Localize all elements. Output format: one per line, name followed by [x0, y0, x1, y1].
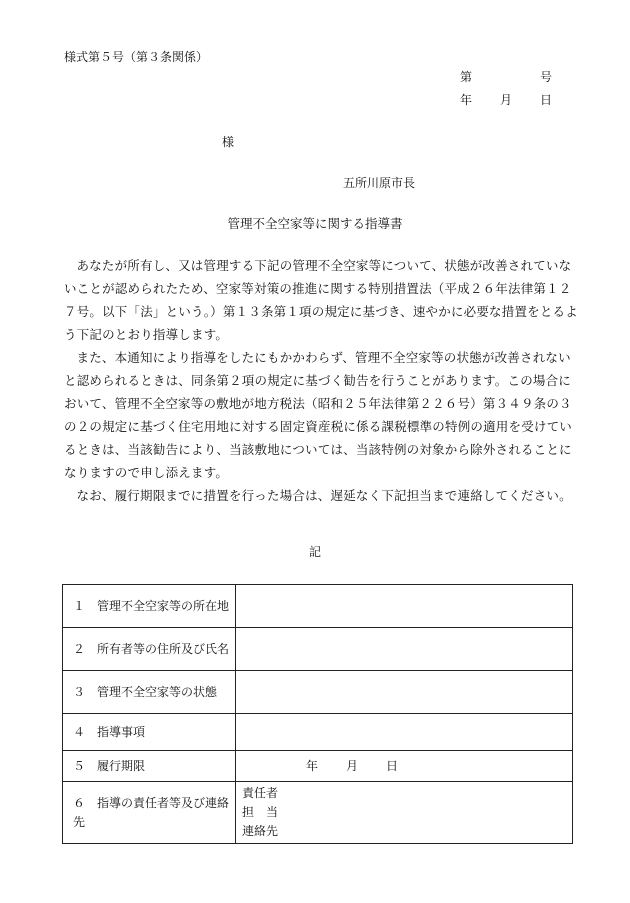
table-row-location — [63, 585, 573, 628]
ki-heading: 記 — [308, 545, 321, 559]
location-label-cell — [63, 585, 236, 628]
deadline-month-label: 月 — [346, 758, 359, 773]
deadline-label: 履行期限 — [97, 758, 146, 773]
body-paragraph-1: あなたが所有し、又は管理する下記の管理不全空家等について、状態が改善されていないことが認められたため、空家等対策の推進に関する特別措置法（平成２６年法律第１２７号。以下「法」という。）第１３条第１項の規定に基づき、速やかに必要な措置をとるよう下記のとおり指導します。 — [64, 258, 578, 342]
body-paragraph-2: また、本通知により指導をしたにもかかわらず、管理不全空家等の状態が改善されないと認められるときは、同条第２項の規定に基づく勧告を行うことがあります。この場合において、管理不全空家等の敷地が地方税法（昭和２５年法律第２２６号）第３４９条の３の２の規定に基づく住宅用地に対する固定資産税に係る課税標準の特例の適用を受けているときは、当該勧告により、当該敷地については、当該特例の対象から除外されることになりますので申し添えます。 — [64, 350, 573, 480]
body-text — [64, 254, 579, 507]
table-row-condition — [63, 671, 573, 714]
deadline-date — [306, 759, 572, 773]
table-row-deadline — [63, 751, 573, 782]
table-row-guidance — [63, 714, 573, 751]
deadline-value-cell[interactable] — [236, 751, 573, 782]
deadline-label-cell — [63, 751, 236, 782]
row-number: ４ — [73, 724, 86, 739]
issuer-name: 五所川原市長 — [343, 176, 416, 190]
table-row-owner — [63, 628, 573, 671]
recipient-suffix: 様 — [222, 135, 235, 149]
guidance-label: 指導事項 — [97, 724, 146, 739]
details-table — [62, 584, 573, 844]
condition-value-cell[interactable] — [236, 671, 573, 714]
date-month-label: 月 — [500, 93, 513, 107]
body-paragraph-3: なお、履行期限までに措置を行った場合は、遅延なく下記担当まで連絡してください。 — [76, 488, 572, 503]
doc-number-suffix: 号 — [540, 70, 553, 84]
condition-label-cell — [63, 671, 236, 714]
doc-number-prefix: 第 — [460, 70, 473, 84]
location-label: 管理不全空家等の所在地 — [97, 598, 230, 613]
guidance-label-cell — [63, 714, 236, 751]
contact-label-cell — [63, 782, 236, 844]
contact-label: 指導の責任者等及び連絡先 — [73, 795, 230, 829]
row-number: １ — [73, 598, 86, 613]
person-in-charge-label: 担 当 — [242, 805, 279, 819]
row-number: ２ — [73, 641, 86, 656]
deadline-day-label: 日 — [386, 758, 399, 773]
contact-lines — [242, 782, 572, 843]
condition-label: 管理不全空家等の状態 — [97, 684, 218, 699]
responsible-person-label: 責任者 — [242, 786, 279, 800]
guidance-value-cell[interactable] — [236, 714, 573, 751]
row-number: ３ — [73, 684, 86, 699]
location-value-cell[interactable] — [236, 585, 573, 628]
document-title: 管理不全空家等に関する指導書 — [227, 216, 403, 231]
table-row-contact — [63, 782, 573, 844]
date-day-label: 日 — [540, 93, 553, 107]
date-year-label: 年 — [460, 93, 473, 107]
row-number: ６ — [73, 795, 86, 810]
contact-info-label: 連絡先 — [242, 824, 279, 838]
deadline-year-label: 年 — [306, 758, 319, 773]
form-number: 様式第５号（第３条関係） — [64, 50, 209, 64]
row-number: ５ — [73, 758, 86, 773]
owner-label-cell — [63, 628, 236, 671]
owner-value-cell[interactable] — [236, 628, 573, 671]
owner-label: 所有者等の住所及び氏名 — [97, 641, 230, 656]
contact-value-cell[interactable] — [236, 782, 573, 844]
